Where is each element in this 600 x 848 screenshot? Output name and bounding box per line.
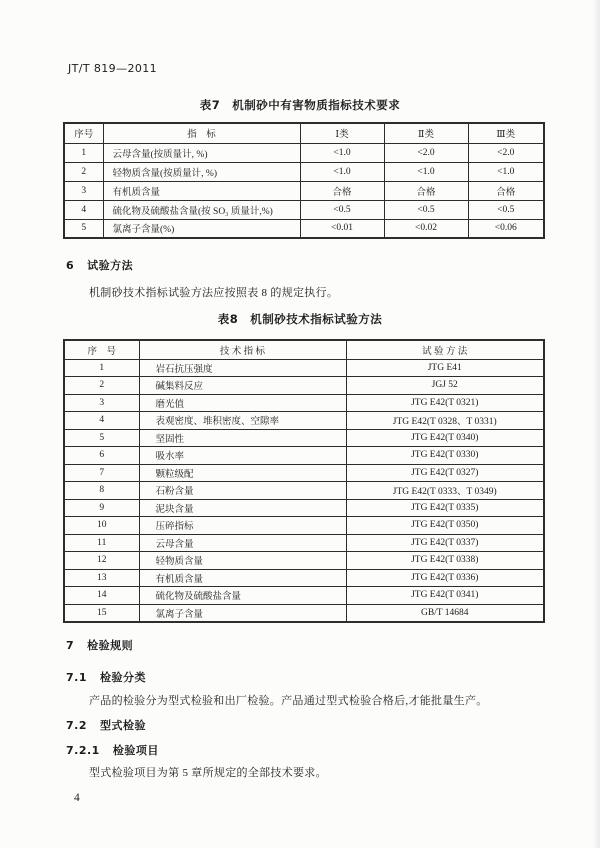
table-row [64,162,544,181]
table8-header [64,340,544,359]
table-cell: 云母含量(按质量计, %) [103,143,300,162]
table-cell: 有机质含量 [139,569,346,587]
table7-title: 表7 机制砂中有害物质指标技术要求 [199,98,401,112]
section-7-2-heading [66,717,146,733]
table-cell: <0.01 [300,219,384,238]
table-cell: 合格 [300,181,384,200]
scan-edge-shadow [593,0,600,848]
table-cell: JTG E41 [346,359,544,377]
table-cell: JTG E42(T 0340) [346,429,544,447]
table-row [64,587,544,605]
table-cell: 吸水率 [139,447,346,465]
table-row [64,552,544,570]
table-row [64,200,544,219]
section-title: 型式检验 [100,719,146,732]
table-row [64,377,544,395]
table-cell: JTG E42(T 0321) [346,394,544,412]
table-cell: <2.0 [468,143,544,162]
table-cell: 8 [64,482,139,500]
table-cell: 10 [64,517,139,535]
table-cell: 6 [64,447,139,465]
section-title: 检验分类 [100,671,146,684]
table-cell: 氯离子含量 [139,604,346,622]
table-row [64,181,544,200]
table-header-cell: Ⅱ类 [384,123,468,143]
table-cell: 4 [64,200,103,219]
table-row [64,604,544,622]
table-cell: JGJ 52 [346,377,544,395]
table-cell: 云母含量 [139,534,346,552]
table-cell: 氯离子含量(%) [103,219,300,238]
table-cell: 3 [64,394,139,412]
table-header-cell: 序 号 [64,340,139,359]
table-cell: GB/T 14684 [346,604,544,622]
table-cell: 磨光值 [139,394,346,412]
table-cell: JTG E42(T 0336) [346,569,544,587]
table-cell: 7 [64,464,139,482]
table-cell: 碱集料反应 [139,377,346,395]
table-cell: 颗粒级配 [139,464,346,482]
table-cell: 表观密度、堆积密度、空隙率 [139,412,346,430]
section-7-1-paragraph: 产品的检验分为型式检验和出厂检验。产品通过型式检验合格后,才能批量生产。 [89,695,488,707]
table-cell: 3 [64,181,103,200]
table-header-cell: 试 验 方 法 [346,340,544,359]
section-7-1-heading [66,669,146,685]
section-title: 试验方法 [87,259,134,272]
table-row [64,569,544,587]
section-6-paragraph: 机制砂技术指标试验方法应按照表 8 的规定执行。 [89,287,339,299]
section-number: 7.1 [66,671,87,684]
table-cell: JTG E42(T 0330) [346,447,544,465]
table-cell: 有机质含量 [103,181,300,200]
section-7-2-1-paragraph: 型式检验项目为第 5 章所规定的全部技术要求。 [89,767,327,779]
table-cell: 2 [64,162,103,181]
table-cell: 硫化物及硫酸盐含量 [139,587,346,605]
table-cell: JTG E42(T 0327) [346,464,544,482]
table-row [64,359,544,377]
table-header-cell: Ⅰ类 [300,123,384,143]
section-number: 7.2 [66,719,87,732]
section-7-2-1-heading [66,742,159,758]
standard-number: JT/T 819—2011 [68,62,158,75]
table-cell: <0.06 [468,219,544,238]
table-cell: 9 [64,499,139,517]
table-cell: <2.0 [384,143,468,162]
table-cell: 1 [64,143,103,162]
table-row [64,219,544,238]
table-cell: 5 [64,429,139,447]
table-cell: 岩石抗压强度 [139,359,346,377]
table-cell: 合格 [468,181,544,200]
section-title: 检验项目 [112,744,159,757]
table-cell: <0.5 [300,200,384,219]
table-cell: 1 [64,359,139,377]
table-row [64,447,544,465]
table-cell: JTG E42(T 0338) [346,552,544,570]
table-row [64,517,544,535]
section-number: 6 [66,259,75,272]
table-cell: 14 [64,587,139,605]
table-row [64,394,544,412]
table-cell: 2 [64,377,139,395]
section-6-heading [66,257,133,273]
section-number: 7.2.1 [66,744,100,757]
table-row [64,429,544,447]
table-cell: 硫化物及硫酸盐含量(按 SO₃ 质量计,%) [103,200,300,219]
table-row [64,482,544,500]
table-cell: JTG E42(T 0337) [346,534,544,552]
table-cell: 15 [64,604,139,622]
table-cell: 轻物质含量(按质量计, %) [103,162,300,181]
table-header-cell: 指 标 [103,123,300,143]
table-cell: 石粉含量 [139,482,346,500]
table8-test-methods [63,339,545,623]
table-cell: <0.5 [468,200,544,219]
table-cell: 合格 [384,181,468,200]
table8-body [64,359,544,622]
table7-body [64,143,544,238]
table7-harmful-substances [63,122,545,239]
table-header-cell: 技 术 指 标 [139,340,346,359]
table-cell: JTG E42(T 0341) [346,587,544,605]
table8-title: 表8 机制砂技术指标试验方法 [217,312,383,326]
table-cell: JTG E42(T 0350) [346,517,544,535]
table-cell: 5 [64,219,103,238]
table-row [64,143,544,162]
table-cell: 坚固性 [139,429,346,447]
table-cell: <0.5 [384,200,468,219]
table-cell: 12 [64,552,139,570]
section-number: 7 [66,639,75,652]
table-cell: JTG E42(T 0328、T 0331) [346,412,544,430]
table-cell: 轻物质含量 [139,552,346,570]
table-cell: 11 [64,534,139,552]
table-cell: 4 [64,412,139,430]
section-title: 检验规则 [87,639,134,652]
table-header-row [64,123,544,143]
table-cell: <0.02 [384,219,468,238]
table-cell: <1.0 [300,143,384,162]
table-cell: 压碎指标 [139,517,346,535]
table-cell: 泥块含量 [139,499,346,517]
table-row [64,499,544,517]
table-row [64,412,544,430]
table-cell: JTG E42(T 0333、T 0349) [346,482,544,500]
table-cell: JTG E42(T 0335) [346,499,544,517]
table-header-cell: 序号 [64,123,103,143]
table-row [64,534,544,552]
table-header-cell: Ⅲ类 [468,123,544,143]
page-number: 4 [74,792,80,804]
section-7-heading [66,637,133,653]
table-row [64,464,544,482]
table-header-row [64,340,544,359]
table-cell: <1.0 [384,162,468,181]
table7-header [64,123,544,143]
table-cell: <1.0 [468,162,544,181]
table-cell: <1.0 [300,162,384,181]
table-cell: 13 [64,569,139,587]
